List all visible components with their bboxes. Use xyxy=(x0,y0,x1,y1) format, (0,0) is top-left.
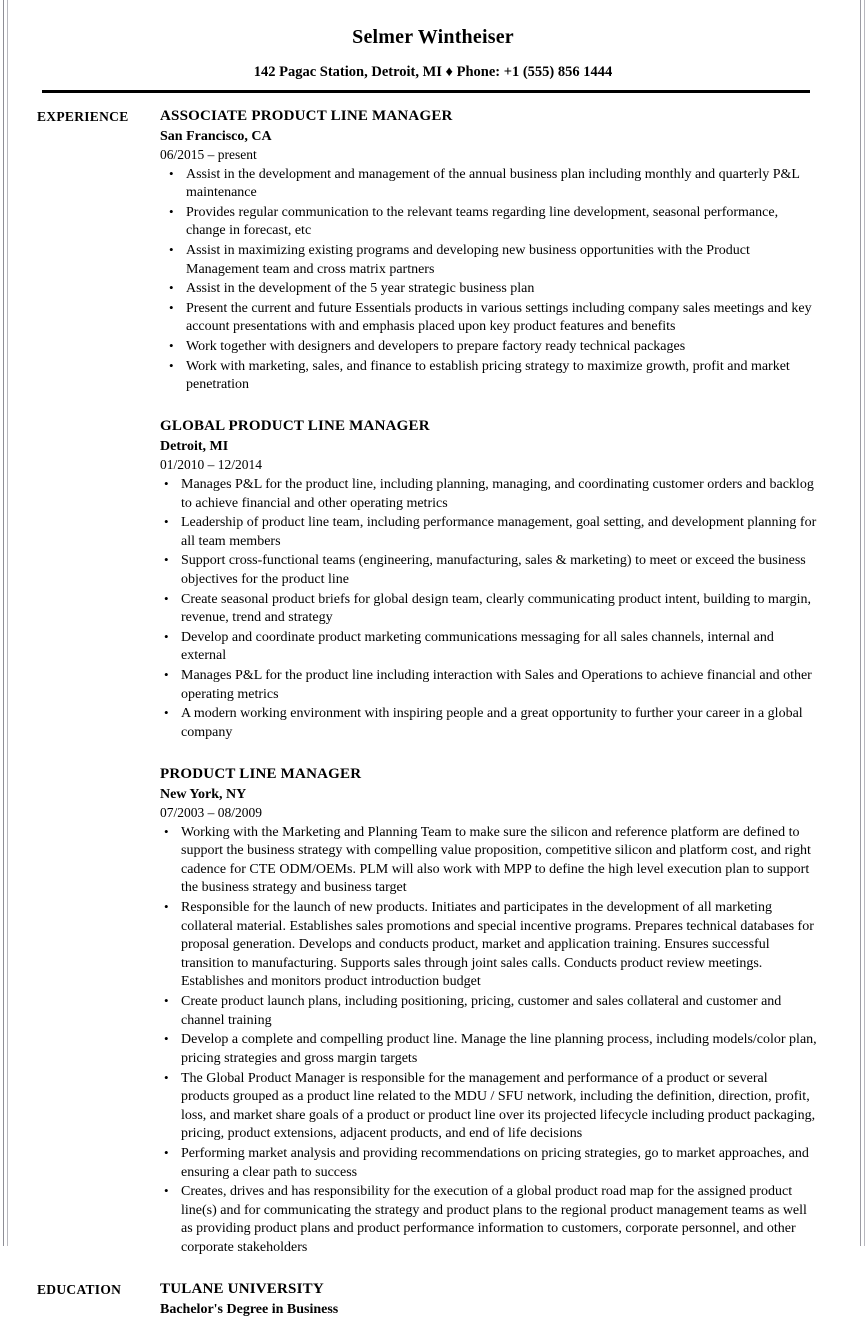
list-item: • Performing market analysis and providing recommendations on pricing strategies, go to market approaches, and ensuring a clear path to success xyxy=(160,1145,818,1182)
list-item: • Assist in maximizing existing programs and developing new business opportunities with the Product Management team and cross matrix partners xyxy=(160,242,818,279)
job-entry xyxy=(160,107,818,395)
list-item: • Support cross-functional teams (engineering, manufacturing, sales & marketing) to meet or exceed the business objectives for the product line xyxy=(160,552,818,589)
job-responsibility-list xyxy=(160,166,818,395)
education-entry xyxy=(160,1280,818,1318)
school-name: TULANE UNIVERSITY xyxy=(160,1280,818,1298)
list-item: • A modern working environment with inspiring people and a great opportunity to further your career in a global company xyxy=(160,705,818,742)
job-entry xyxy=(160,417,818,743)
list-item: • Assist in the development of the 5 year strategic business plan xyxy=(160,280,818,299)
resume-body xyxy=(0,107,866,1318)
job-dates: 06/2015 – present xyxy=(160,147,818,164)
candidate-name: Selmer Wintheiser xyxy=(0,27,866,47)
list-item: • Leadership of product line team, including performance management, goal setting, and development planning for all team members xyxy=(160,514,818,551)
job-location: Detroit, MI xyxy=(160,438,818,456)
list-item: • Present the current and future Essentials products in various settings including company sales meetings and key account presentations with and emphasis placed upon key product features and benefits xyxy=(160,300,818,337)
resume-header xyxy=(0,0,866,93)
section-label-experience: EXPERIENCE xyxy=(0,107,160,125)
list-item: • Develop and coordinate product marketing communications messaging for all sales channels, internal and external xyxy=(160,629,818,666)
education-entries xyxy=(160,1280,866,1318)
job-spacer xyxy=(160,395,818,417)
section-experience xyxy=(0,107,866,1258)
list-item: • Work together with designers and developers to prepare factory ready technical packages xyxy=(160,338,818,357)
section-label-education: EDUCATION xyxy=(0,1280,160,1298)
list-item: • Create seasonal product briefs for global design team, clearly communicating product intent, building to margin, revenue, trend and strategy xyxy=(160,591,818,628)
job-dates: 01/2010 – 12/2014 xyxy=(160,457,818,474)
list-item: • Responsible for the launch of new products. Initiates and participates in the development of all marketing collateral material. Establishes sales promotions and special incentive programs. Prepares technical databases for proposal generation. Develops and conducts product, market and application training. Ensures successful transition to manufacturing. Supports sales through joint sales calls. Conducts product review meetings. Establishes and monitors product introduction budget xyxy=(160,899,818,992)
degree-name: Bachelor's Degree in Business xyxy=(160,1301,818,1318)
list-item: • Manages P&L for the product line, including planning, managing, and coordinating customer orders and backlog to achieve financial and other operating metrics xyxy=(160,476,818,513)
job-entry xyxy=(160,765,818,1258)
list-item: • Create product launch plans, including positioning, pricing, customer and sales collateral and customer and channel training xyxy=(160,993,818,1030)
job-responsibility-list xyxy=(160,476,818,743)
list-item: • The Global Product Manager is responsible for the management and performance of a product or several products grouped as a product line related to the MDU / SFU network, including the definition, direction, profit, loss, and market share goals of a product or product line over its projected lifecycle including product packaging, pricing, product extensions, adjacent products, and end of life decisions xyxy=(160,1070,818,1144)
list-item: • Assist in the development and management of the annual business plan including monthly and quarterly P&L maintenance xyxy=(160,166,818,203)
job-title: GLOBAL PRODUCT LINE MANAGER xyxy=(160,417,818,435)
job-responsibility-list xyxy=(160,824,818,1258)
job-location: New York, NY xyxy=(160,786,818,804)
job-title: ASSOCIATE PRODUCT LINE MANAGER xyxy=(160,107,818,125)
list-item: • Develop a complete and compelling product line. Manage the line planning process, including models/color plan, pricing strategies and gross margin targets xyxy=(160,1031,818,1068)
list-item: • Working with the Marketing and Planning Team to make sure the silicon and reference platform are defined to support the business strategy with compelling value proposition, competitive silicon and platform cost, and right cadence for CTE ODM/OEMs. PLM will also work with MPP to define the high level execution plan to support the business strategy and business target xyxy=(160,824,818,898)
candidate-contact-line: 142 Pagac Station, Detroit, MI ♦ Phone: +1 (555) 856 1444 xyxy=(0,65,866,80)
job-dates: 07/2003 – 08/2009 xyxy=(160,805,818,822)
job-spacer xyxy=(160,743,818,765)
list-item: • Creates, drives and has responsibility for the execution of a global product road map for the assigned product line(s) and for communicating the strategy and product plans to the regional product management teams as well as providing product plans and product performance information to customers, corporate personnel, and other corporate stakeholders xyxy=(160,1183,818,1257)
list-item: • Work with marketing, sales, and finance to establish pricing strategy to maximize growth, profit and market penetration xyxy=(160,358,818,395)
experience-entries xyxy=(160,107,866,1258)
section-education xyxy=(0,1280,866,1318)
section-spacer xyxy=(0,1258,866,1280)
list-item: • Provides regular communication to the relevant teams regarding line development, seasonal performance, change in forecast, etc xyxy=(160,204,818,241)
header-divider-rule xyxy=(42,90,810,93)
job-location: San Francisco, CA xyxy=(160,128,818,146)
list-item: • Manages P&L for the product line including interaction with Sales and Operations to achieve financial and other operating metrics xyxy=(160,667,818,704)
job-title: PRODUCT LINE MANAGER xyxy=(160,765,818,783)
